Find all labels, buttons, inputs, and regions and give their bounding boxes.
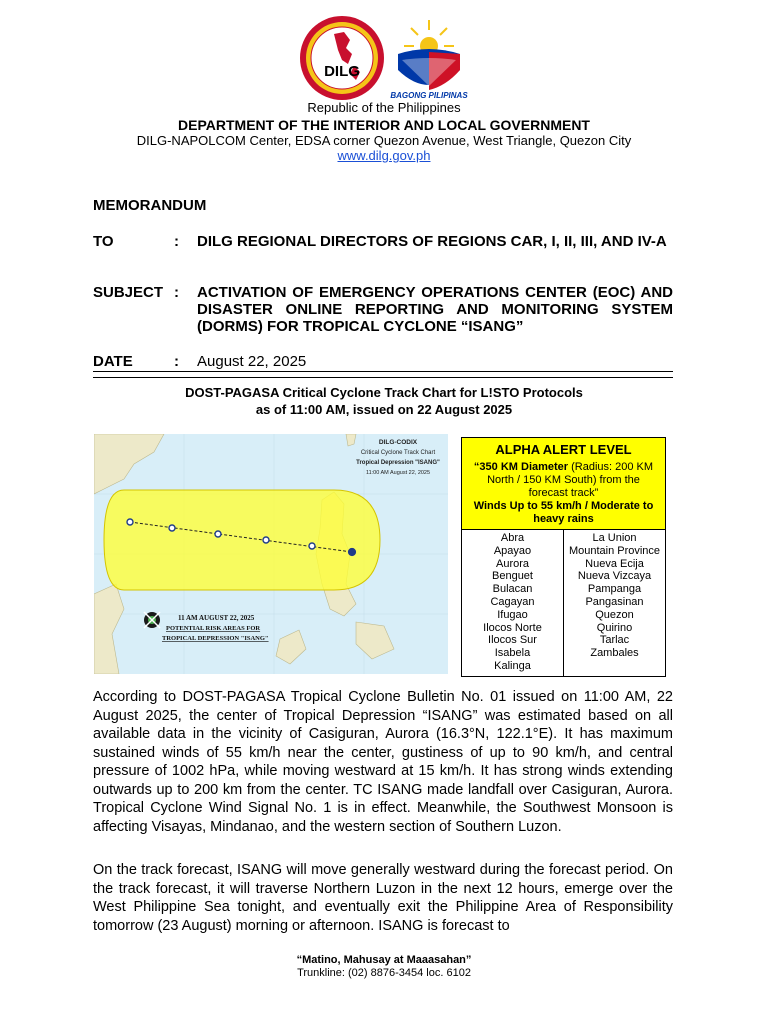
province-item: Quezon bbox=[595, 608, 634, 621]
bagong-pilipinas-logo-icon bbox=[390, 20, 468, 100]
province-item: Quirino bbox=[596, 621, 633, 634]
pagasa-logo-icon bbox=[144, 612, 160, 628]
risk-area-band bbox=[104, 490, 380, 590]
chart-title-line2: as of 11:00 AM, issued on 22 August 2025 bbox=[255, 402, 513, 417]
province-item: La Union bbox=[592, 532, 637, 544]
dilg-seal-icon bbox=[300, 16, 384, 100]
dilg-logo-text: DILG bbox=[324, 63, 360, 80]
body-paragraph-2: On the track forecast, ISANG will move generally westward during the forecast period. On the track forecast, it will traverse Northern Luzon in the next 12 hours, emerge over the West Philippine Sea tonight, and eventually exit the Philippine Area of Responsibility tomorrow (23 August) morning or afternoon. ISANG is forecast to bbox=[93, 862, 673, 934]
track-point bbox=[215, 531, 221, 537]
date-colon: : bbox=[174, 353, 179, 370]
map-header-2: Critical Cyclone Track Chart bbox=[360, 450, 436, 456]
province-item: Aurora bbox=[495, 557, 530, 570]
date-label: DATE bbox=[93, 353, 133, 370]
map-header-3: Tropical Depression "ISANG" bbox=[356, 460, 440, 466]
province-item: Nueva Ecija bbox=[585, 557, 644, 570]
cyclone-track-map bbox=[94, 434, 448, 674]
map-caption-1: 11 AM AUGUST 22, 2025 bbox=[178, 614, 255, 622]
alert-header bbox=[462, 438, 665, 530]
footer-trunkline: Trunkline: (02) 8876-3454 loc. 6102 bbox=[297, 967, 471, 979]
province-item: Nueva Vizcaya bbox=[577, 570, 652, 583]
province-item: Cagayan bbox=[490, 595, 535, 608]
department-address: DILG-NAPOLCOM Center, EDSA corner Quezon Avenue, West Triangle, Quezon City bbox=[136, 133, 632, 148]
footer-motto: “Matino, Mahusay at Maaasahan” bbox=[296, 954, 472, 966]
bagong-pilipinas-text: BAGONG PILIPINAS bbox=[390, 91, 468, 100]
map-caption-2: POTENTIAL RISK AREAS FOR bbox=[166, 625, 261, 632]
chart-title-line1: DOST-PAGASA Critical Cyclone Track Chart for L!STO Protocols bbox=[185, 385, 583, 400]
subject-colon: : bbox=[174, 284, 179, 301]
to-label: TO bbox=[93, 233, 114, 250]
subject-label: SUBJECT bbox=[93, 284, 164, 301]
province-item: Ifugao bbox=[497, 608, 528, 621]
province-item: Benguet bbox=[492, 570, 533, 583]
alert-winds-text: Winds Up to 55 km/h / Moderate to heavy rains bbox=[473, 500, 654, 525]
map-header-4: 11:00 AM August 22, 2025 bbox=[365, 470, 431, 476]
map-header-1: DILG-CODIX bbox=[378, 439, 418, 446]
memorandum-title: MEMORANDUM bbox=[93, 197, 207, 214]
website-link[interactable]: www.dilg.gov.ph bbox=[337, 148, 431, 163]
body-paragraph-1: According to DOST-PAGASA Tropical Cyclone Bulletin No. 01 issued on 11:00 AM, 22 August 2025, the center of Tropical Depression “ISANG” was estimated based on all available data in the vicinity of Casiguran, Aurora (16.3°N, 122.1°E). It has maximum sustained winds of 55 km/h near the center, gustiness of up to 90 km/h, and central pressure of 1002 hPa, while moving westward at 15 km/h. It has strong winds extending outwards up to 200 km from the center. TC ISANG made landfall over Casiguran, Aurora. Tropical Cyclone Wind Signal No. 1 is in effect. Meanwhile, the Southwest Monsoon is affecting Visayas, Mindanao, and the western section of Southern Luzon. bbox=[93, 689, 673, 835]
province-column-left bbox=[462, 530, 563, 676]
alert-diameter-bold: “350 KM Diameter bbox=[473, 461, 569, 473]
province-table bbox=[462, 530, 665, 676]
date-value: August 22, 2025 bbox=[197, 353, 307, 370]
province-item: Mountain Province bbox=[568, 544, 661, 557]
alert-level-box bbox=[461, 437, 666, 677]
alert-level-title: ALPHA ALERT LEVEL bbox=[495, 442, 632, 457]
map-caption-3: TROPICAL DEPRESSION "ISANG" bbox=[162, 635, 269, 642]
province-column-right bbox=[563, 530, 665, 676]
track-point bbox=[169, 525, 175, 531]
province-item: Pampanga bbox=[587, 583, 642, 596]
letterhead-logos bbox=[298, 14, 478, 102]
subject-value: ACTIVATION OF EMERGENCY OPERATIONS CENTER (EOC) AND DISASTER ONLINE REPORTING AND MONITORING SYSTEM (DORMS) FOR TROPICAL CYCLONE “ISANG” bbox=[197, 284, 673, 335]
province-item: Abra bbox=[500, 532, 525, 544]
province-item: Ilocos Norte bbox=[483, 621, 542, 634]
track-point bbox=[309, 543, 315, 549]
province-item: Ilocos Sur bbox=[488, 634, 537, 647]
track-point bbox=[127, 519, 133, 525]
province-item: Bulacan bbox=[492, 583, 533, 596]
department-name: DEPARTMENT OF THE INTERIOR AND LOCAL GOVERNMENT bbox=[178, 117, 590, 133]
republic-line: Republic of the Philippines bbox=[307, 100, 461, 115]
province-item: Zambales bbox=[590, 647, 639, 660]
double-divider bbox=[93, 371, 673, 378]
current-center-point bbox=[349, 549, 356, 556]
alert-diameter-rest: (Radius: 200 KM North / 150 KM South) from the forecast track” bbox=[487, 461, 654, 499]
province-item: Apayao bbox=[493, 544, 532, 557]
to-colon: : bbox=[174, 233, 179, 250]
province-item: Pangasinan bbox=[585, 595, 644, 608]
to-value: DILG REGIONAL DIRECTORS OF REGIONS CAR, I, II, III, AND IV-A bbox=[197, 233, 667, 250]
track-point bbox=[263, 537, 269, 543]
alert-diameter-text bbox=[466, 461, 661, 500]
province-item: Tarlac bbox=[599, 634, 630, 647]
province-item: Kalinga bbox=[494, 659, 531, 672]
province-item: Isabela bbox=[494, 647, 531, 660]
